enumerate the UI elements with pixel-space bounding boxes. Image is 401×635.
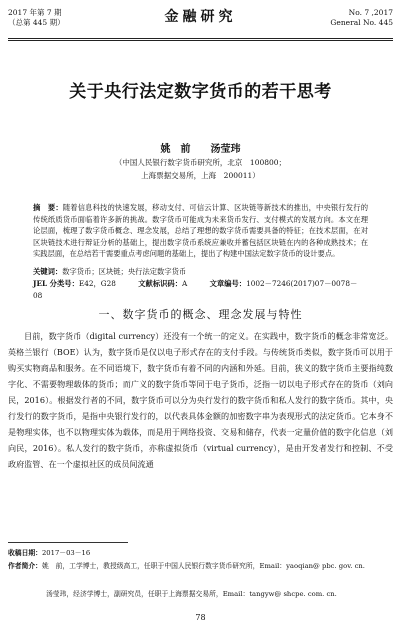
header-rule bbox=[8, 38, 393, 39]
keywords-text: 数字货币；区块链；央行法定数字货币 bbox=[62, 267, 187, 276]
article-number-label: 文章编号： bbox=[209, 279, 247, 288]
classification-line bbox=[33, 278, 368, 301]
issue-en-label: No. 7 ,2017 bbox=[348, 8, 393, 17]
footnote-received bbox=[8, 547, 393, 559]
abstract-text: 随着信息科技的快速发展，移动支付、可信云计算、区块链等新技术的推出，中央银行发行的传统纸质货币面临着许多新的挑战。数字货币可能成为未来货币发行、支付模式的发展方向。本文在理论层面，梳理了数字货币概念、理念发展，总结了理想的数字货币需要具备的特征；在技术层面，在对区块链技术进行辩证分析的基础上，提出数字货币系统应兼收并蓄包括区块链在内的各种成熟技术；在实践层面，在总结若干需要重点考虑问题的基础上，提出了构建中国法定数字货币的设计要点。 bbox=[33, 203, 369, 259]
received-label: 收稿日期： bbox=[8, 549, 42, 557]
keywords bbox=[33, 266, 368, 278]
header-right bbox=[330, 8, 393, 28]
footnote-rule bbox=[8, 542, 128, 543]
doc-code: A bbox=[182, 279, 188, 288]
journal-name: 金融研究 bbox=[164, 9, 237, 25]
abstract-label: 摘 要： bbox=[33, 203, 63, 212]
jel-codes: E42，G28 bbox=[78, 279, 116, 288]
serial-en-label: General No. 445 bbox=[330, 18, 393, 27]
author-bio-label: 作者简介： bbox=[8, 562, 42, 570]
authors: 姚 前 汤莹玮 bbox=[160, 144, 241, 155]
received-date: 2017－03－16 bbox=[41, 549, 91, 557]
running-header bbox=[8, 8, 393, 38]
doc-code-label: 文献标识码： bbox=[138, 279, 183, 288]
article-number: 1002－7246(2017)07－0078－08 bbox=[33, 279, 358, 300]
section-heading: 一、数字货币的概念、理念发展与特性 bbox=[98, 308, 303, 321]
author-1-bio: 姚 前，工学博士，教授级高工，任职于中国人民银行数字货币研究所，Email：yaoqian@ pbc. gov. cn. bbox=[41, 562, 365, 570]
serial-label: （总第 445 期） bbox=[8, 18, 65, 27]
affiliation-1: （中国人民银行数字货币研究所，北京 100800； bbox=[114, 158, 287, 167]
issue-label: 2017 年第 7 期 bbox=[8, 8, 62, 17]
abstract bbox=[33, 202, 368, 260]
header-rule-thin bbox=[8, 40, 393, 41]
keywords-label: 关键词： bbox=[33, 267, 63, 276]
footnote-author-1 bbox=[8, 560, 393, 572]
jel-label: JEL 分类号： bbox=[33, 279, 79, 288]
footnote-author-2: 汤莹玮，经济学博士，副研究员，任职于上海票据交易所，Email：tangyw@ shcpe. com. cn. bbox=[46, 590, 337, 598]
body-paragraph: 目前，数字货币（digital currency）还没有一个统一的定义。在实践中，数字货币的概念非常宽泛。英格兰银行（BOE）认为，数字货币是仅以电子形式存在的支付手段。与传统货币类似，数字货币可以用于购买实物商品和服务。在不同语境下，数字货币有着不同的内涵和外延。目前，狭义的数字货币主要指纯数字化、不需要物理载体的货币；而广义的数字货币等同于电子货币，泛指一切以电子形式存在的货币（刘向民，2016）。根据发行者的不同，数字货币可以分为央行发行的数字货币和私人发行的数字货币。其中，央行发行的数字货币，是指中央银行发行的，以代表具体金额的加密数字串为表现形式的法定货币。它本身不是物理实体，也不以物理实体为载体，而是用于网络投资、交易和储存，代表一定量价值的数字化信息（刘向民，2016）。私人发行的数字货币，亦称虚拟货币（virtual currency），是由开发者发行和控制、不受政府监管、在一个虚拟社区的成员间流通 bbox=[8, 331, 393, 469]
affiliation-2: 上海票据交易所，上海 200011） bbox=[141, 171, 260, 180]
page-number: 78 bbox=[195, 613, 206, 622]
article-title: 关于央行法定数字货币的若干思考 bbox=[69, 82, 332, 102]
